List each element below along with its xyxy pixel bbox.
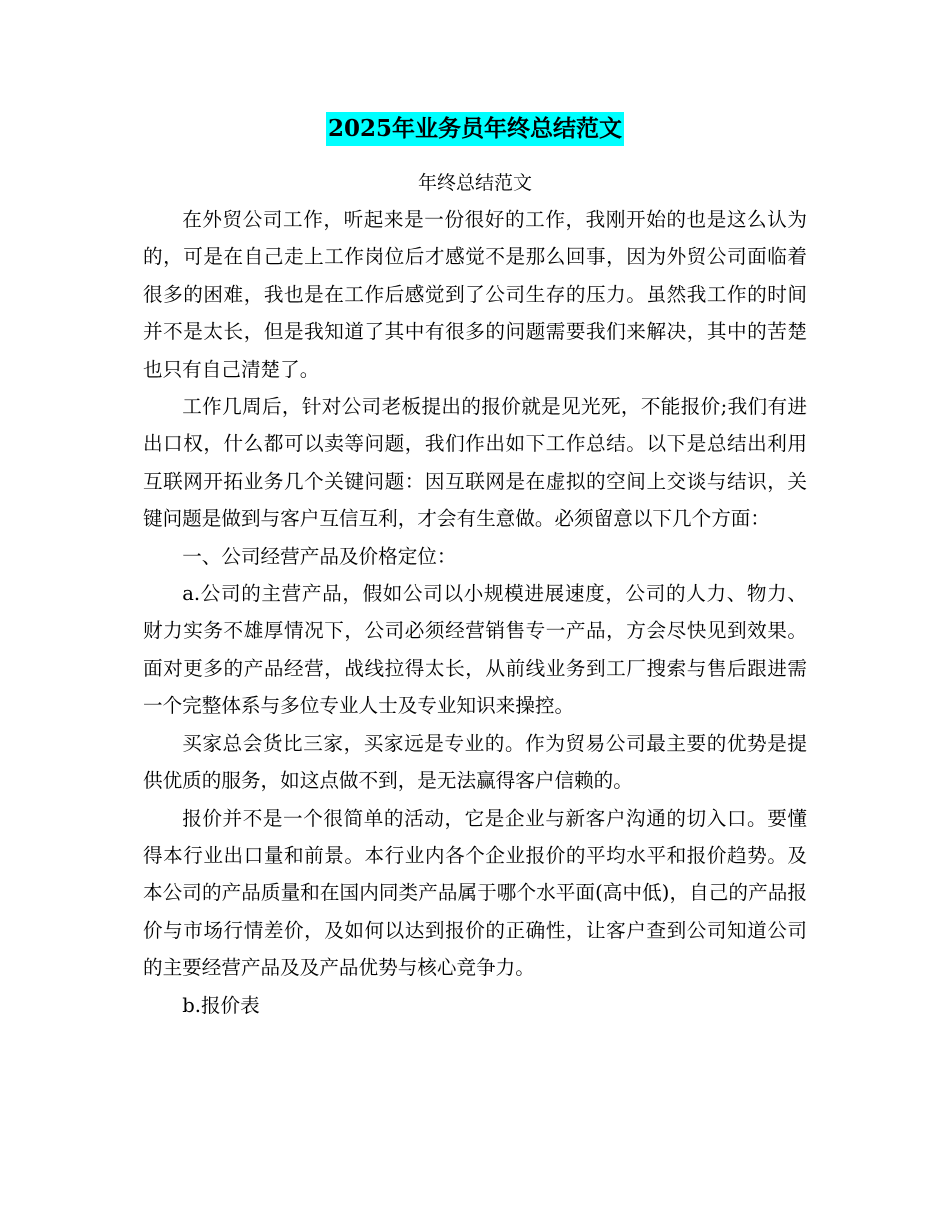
section-heading: 一、公司经营产品及价格定位： [182, 544, 457, 568]
document-body [143, 201, 807, 1024]
paragraph: 买家总会货比三家，买家远是专业的。作为贸易公司最主要的优势是提供优质的服务，如这点做不到，是无法赢得客户信赖的。 [143, 731, 807, 793]
paragraph: a.公司的主营产品，假如公司以小规模进展速度，公司的人力、物力、财力实务不雄厚情况下，公司必须经营销售专一产品，方会尽快见到效果。面对更多的产品经营，战线拉得太长，从前线业务到工厂搜索与售后跟进需一个完整体系与多位专业人士及专业知识来操控。 [143, 582, 807, 718]
document-subtitle: 年终总结范文 [417, 172, 532, 194]
title-container [0, 112, 950, 146]
sub-heading: b.报价表 [182, 993, 260, 1017]
paragraph: 工作几周后，针对公司老板提出的报价就是见光死，不能报价;我们有进出口权，什么都可以卖等问题，我们作出如下工作总结。以下是总结出利用互联网开拓业务几个关键问题：因互联网是在虚拟的空间上交谈与结识，关键问题是做到与客户互信互利，才会有生意做。必须留意以下几个方面： [143, 395, 807, 531]
paragraph: 在外贸公司工作，听起来是一份很好的工作，我刚开始的也是这么认为的，可是在自己走上工作岗位后才感觉不是那么回事，因为外贸公司面临着很多的困难，我也是在工作后感觉到了公司生存的压力。虽然我工作的时间并不是太长，但是我知道了其中有很多的问题需要我们来解决，其中的苦楚也只有自己清楚了。 [143, 208, 807, 381]
paragraph: 报价并不是一个很简单的活动，它是企业与新客户沟通的切入口。要懂得本行业出口量和前景。本行业内各个企业报价的平均水平和报价趋势。及本公司的产品质量和在国内同类产品属于哪个水平面(高中低)，自己的产品报价与市场行情差价，及如何以达到报价的正确性，让客户查到公司知道公司的主要经营产品及及产品优势与核心竞争力。 [143, 806, 807, 980]
document-title: 2025年业务员年终总结范文 [326, 112, 624, 146]
